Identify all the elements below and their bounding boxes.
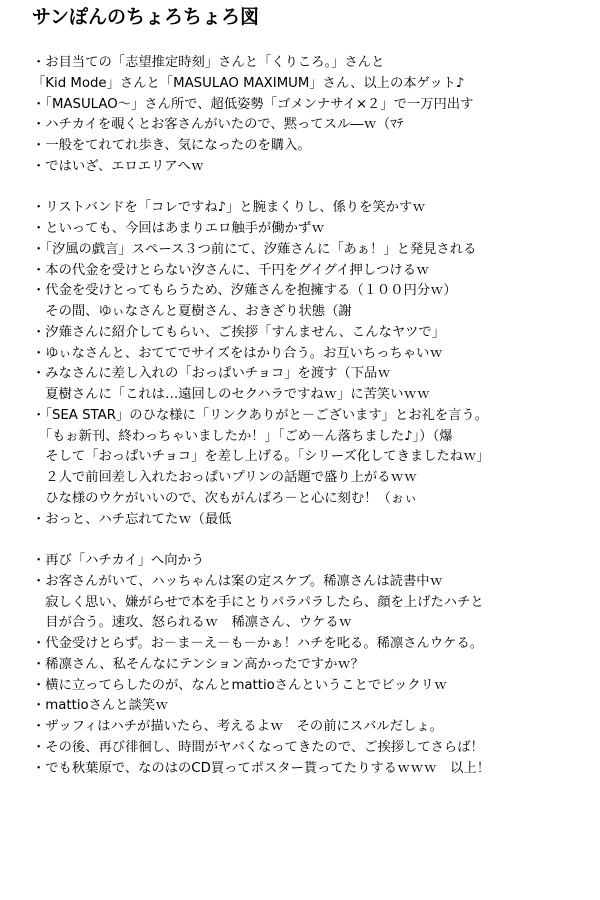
report-line: ・お目当ての「志望推定時刻」さんと「くりころ。」さんと [32, 55, 385, 70]
report-line: 「もぉ新刊、終わっちゃいましたか！」「ごめ－ん落ちました♪」）（爆 [32, 428, 453, 444]
report-line: ・本の代金を受けとらない汐さんに、千円をグイグイ押しつけるｗ [32, 262, 430, 278]
report-line: ・ハチカイを覗くとお客さんがいたので、黙ってスル―ｗ（ﾏﾃ [32, 117, 404, 133]
report-line: ・横に立ってらしたのが、なんとmattioさんということでビックリｗ [32, 677, 448, 693]
report-line: その間、ゆぃなさんと夏樹さん、おきざり状態（謝 [32, 304, 352, 319]
report-line: ・ザッフィはハチが描いたら、考えるよｗ その前にスバルだしょ。 [32, 719, 443, 734]
report-line: ・でも秋葉原で、なのはのCD買ってポスター貰ってたりするｗｗｗ 以上！ [32, 760, 491, 776]
report-line: ・ではいざ、エロエリアへｗ [32, 158, 205, 174]
report-line: 寂しく思い、嫌がらせで本を手にとりパラパラしたら、顔を上げたハチと [32, 594, 484, 610]
report-line: ・代金を受けとってもらうため、汐薙さんを抱擁する（１００円分ｗ） [32, 283, 457, 299]
page-title: サンぽんのちょろちょろ図 [32, 6, 260, 28]
report-line: ・といっても、今回はあまりエロ触手が働かずｗ [32, 221, 325, 236]
report-line: ・「SEA STAR」のひな様に「リンクありがと－ございます」とお礼を言う。 [32, 407, 489, 423]
report-line: ・おっと、ハチ忘れてたｗ（最低 [32, 511, 232, 527]
report-line: ・「汐風の戯言」スペース３つ前にて、汐薙さんに「あぁ！」と発見される [32, 241, 477, 257]
report-line: ・mattioさんと談笑ｗ [32, 698, 169, 714]
report-line: ２人で前回差し入れたおっぱいプリンの話題で盛り上がるｗｗ [32, 470, 418, 485]
report-line: ・リストバンドを「コレですね♪」と腕まくりし、係りを笑かすｗ [32, 200, 426, 216]
report-line: 目が合う。速攻、怒られるｗ 稀凛さん、ウケるｗ [32, 615, 352, 631]
report-body [32, 53, 594, 779]
report-line: ・代金受けとらず。お－ま－え－も－かぁ！ハチを叱る。稀凛さんウケる。 [32, 636, 484, 651]
report-line: ・みなさんに差し入れの「おっぱいチョコ」を渡す（下品ｗ [32, 366, 391, 382]
report-line: ・お客さんがいて、ハッちゃんは案の定スケブ。稀凛さんは読書中ｗ [32, 573, 443, 589]
section-spacer [32, 178, 594, 199]
report-line: ・汐薙さんに紹介してもらい、ご挨拶「すんません、こんなヤツで」 [32, 324, 446, 340]
report-line: ・稀凛さん、私そんなにテンション高かったですかｗ？ [32, 656, 364, 672]
report-line: 夏樹さんに「これは…遠回しのセクハラですねｗ」に苦笑いｗｗ [32, 387, 431, 402]
report-line: ・ゆぃなさんと、おててでサイズをはかり合う。お互いちっちゃいｗ [32, 345, 443, 361]
report-line: 「Kid Mode」さんと「MASULAO MAXIMUM」さん、以上の本ゲット♪ [32, 75, 465, 91]
report-line: ・一般をてれてれ歩き、気になったのを購入。 [32, 138, 311, 153]
report-line: ・その後、再び徘徊し、時間がヤバくなってきたので、ご挨拶してさらば！ [32, 739, 484, 755]
report-line: ・「MASULAO～」さん所で、超低姿勢「ゴメンナサイ×２」で一万円出す [32, 96, 474, 112]
report-line: そして「おっぱいチョコ」を差し上げる。「シリーズ化してきましたねｗ」 [32, 449, 490, 465]
section-spacer [32, 530, 594, 551]
report-line: ひな様のウケがいいので、次もがんばろ－と心に刻む！（ぉぃ [32, 490, 418, 506]
report-line: ・再び「ハチカイ」へ向かう [32, 553, 205, 568]
